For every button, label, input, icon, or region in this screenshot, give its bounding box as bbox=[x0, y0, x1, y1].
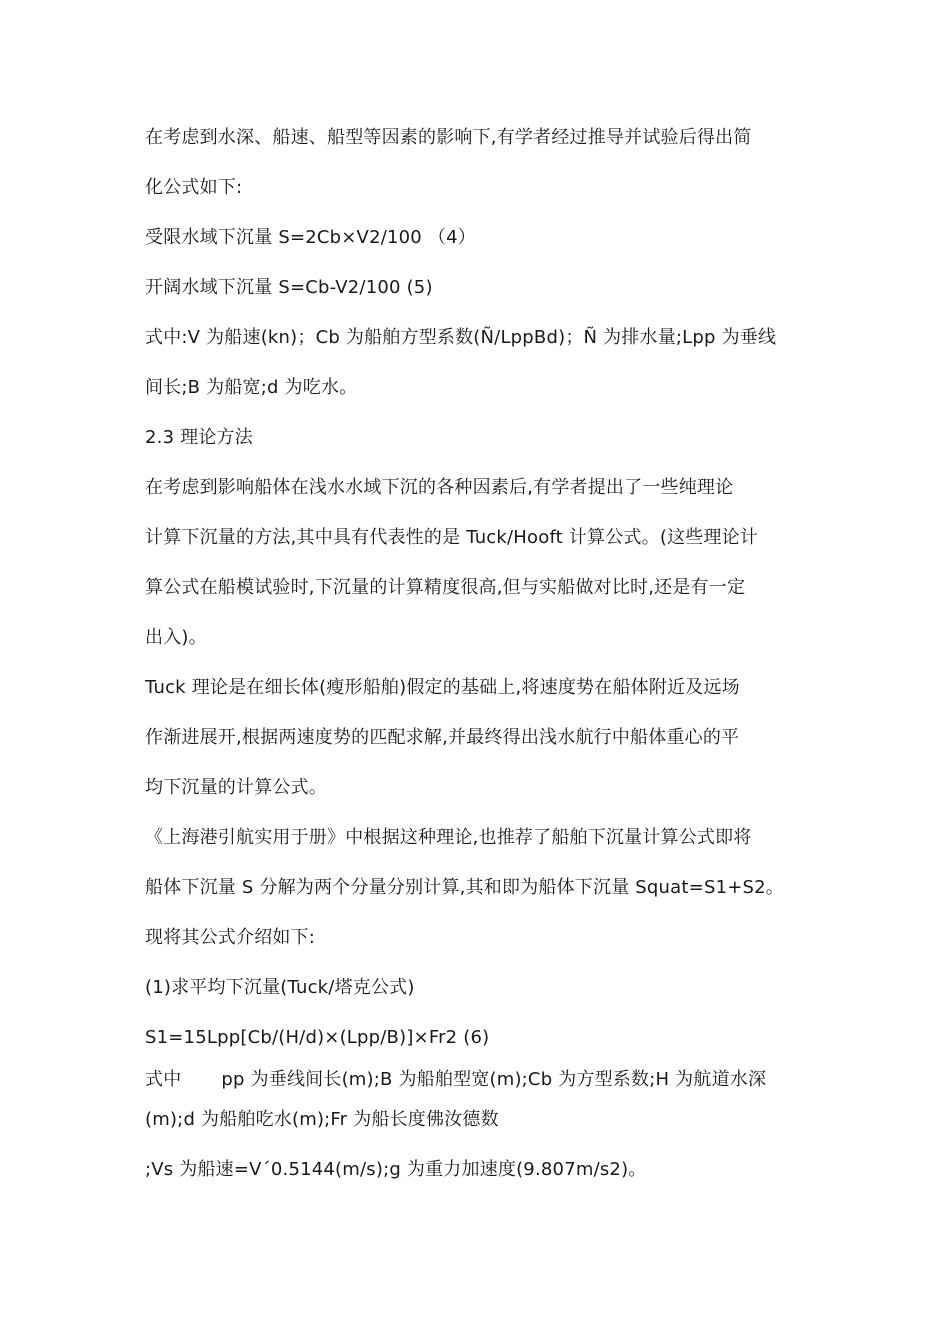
paragraph-line: Tuck 理论是在细长体(瘦形船舶)假定的基础上,将速度势在船体附近及远场 bbox=[145, 677, 740, 698]
line-rest: pp 为垂线间长(m);B 为船舶型宽(m);Cb 为方型系数;H 为航道水深 bbox=[221, 1069, 767, 1090]
paragraph-line: 船体下沉量 S 分解为两个分量分别计算,其和即为船体下沉量 Squat=S1+S2。 bbox=[145, 877, 784, 898]
paragraph-line: 计算下沉量的方法,其中具有代表性的是 Tuck/Hooft 计算公式。(这些理论计 bbox=[145, 527, 759, 548]
paragraph-line: 算公式在船模试验时,下沉量的计算精度很高,但与实船做对比时,还是有一定 bbox=[145, 577, 746, 598]
line-prefix: 式中 bbox=[145, 1069, 182, 1090]
paragraph-line: 式中:V 为船速(kn)；Cb 为船舶方型系数(Ñ/LppBd)；Ñ 为排水量;Lpp 为垂线 bbox=[145, 327, 777, 348]
paragraph-line: 化公式如下: bbox=[145, 177, 243, 198]
paragraph-line: 间长;B 为船宽;d 为吃水。 bbox=[145, 377, 358, 398]
paragraph-line bbox=[145, 1068, 810, 1092]
paragraph-line: (m);d 为船舶吃水(m);Fr 为船长度佛汝德数 bbox=[145, 1109, 499, 1130]
paragraph-line: 现将其公式介绍如下: bbox=[145, 927, 316, 948]
paragraph-line: 作渐进展开,根据两速度势的匹配求解,并最终得出浅水航行中船体重心的平 bbox=[145, 727, 740, 748]
paragraph-line: 均下沉量的计算公式。 bbox=[145, 777, 327, 798]
formula-line: S1=15Lpp[Cb/(H/d)×(Lpp/B)]×Fr2 (6) bbox=[145, 1027, 490, 1048]
section-heading: 2.3 理论方法 bbox=[145, 427, 253, 448]
paragraph-line: 出入)。 bbox=[145, 627, 207, 648]
paragraph-line: 在考虑到影响船体在浅水水域下沉的各种因素后,有学者提出了一些纯理论 bbox=[145, 477, 734, 498]
formula-line: 开阔水域下沉量 S=Cb-V2/100 (5) bbox=[145, 277, 433, 298]
paragraph-line: ;Vs 为船速=V´0.5144(m/s);g 为重力加速度(9.807m/s2)。 bbox=[145, 1159, 647, 1180]
paragraph-line: 在考虑到水深、船速、船型等因素的影响下,有学者经过推导并试验后得出简 bbox=[145, 127, 752, 148]
formula-line: 受限水域下沉量 S=2Cb×V2/100 （4） bbox=[145, 227, 476, 248]
paragraph-line: (1)求平均下沉量(Tuck/塔克公式) bbox=[145, 977, 415, 998]
paragraph-line: 《上海港引航实用于册》中根据这种理论,也推荐了船舶下沉量计算公式即将 bbox=[145, 827, 752, 848]
